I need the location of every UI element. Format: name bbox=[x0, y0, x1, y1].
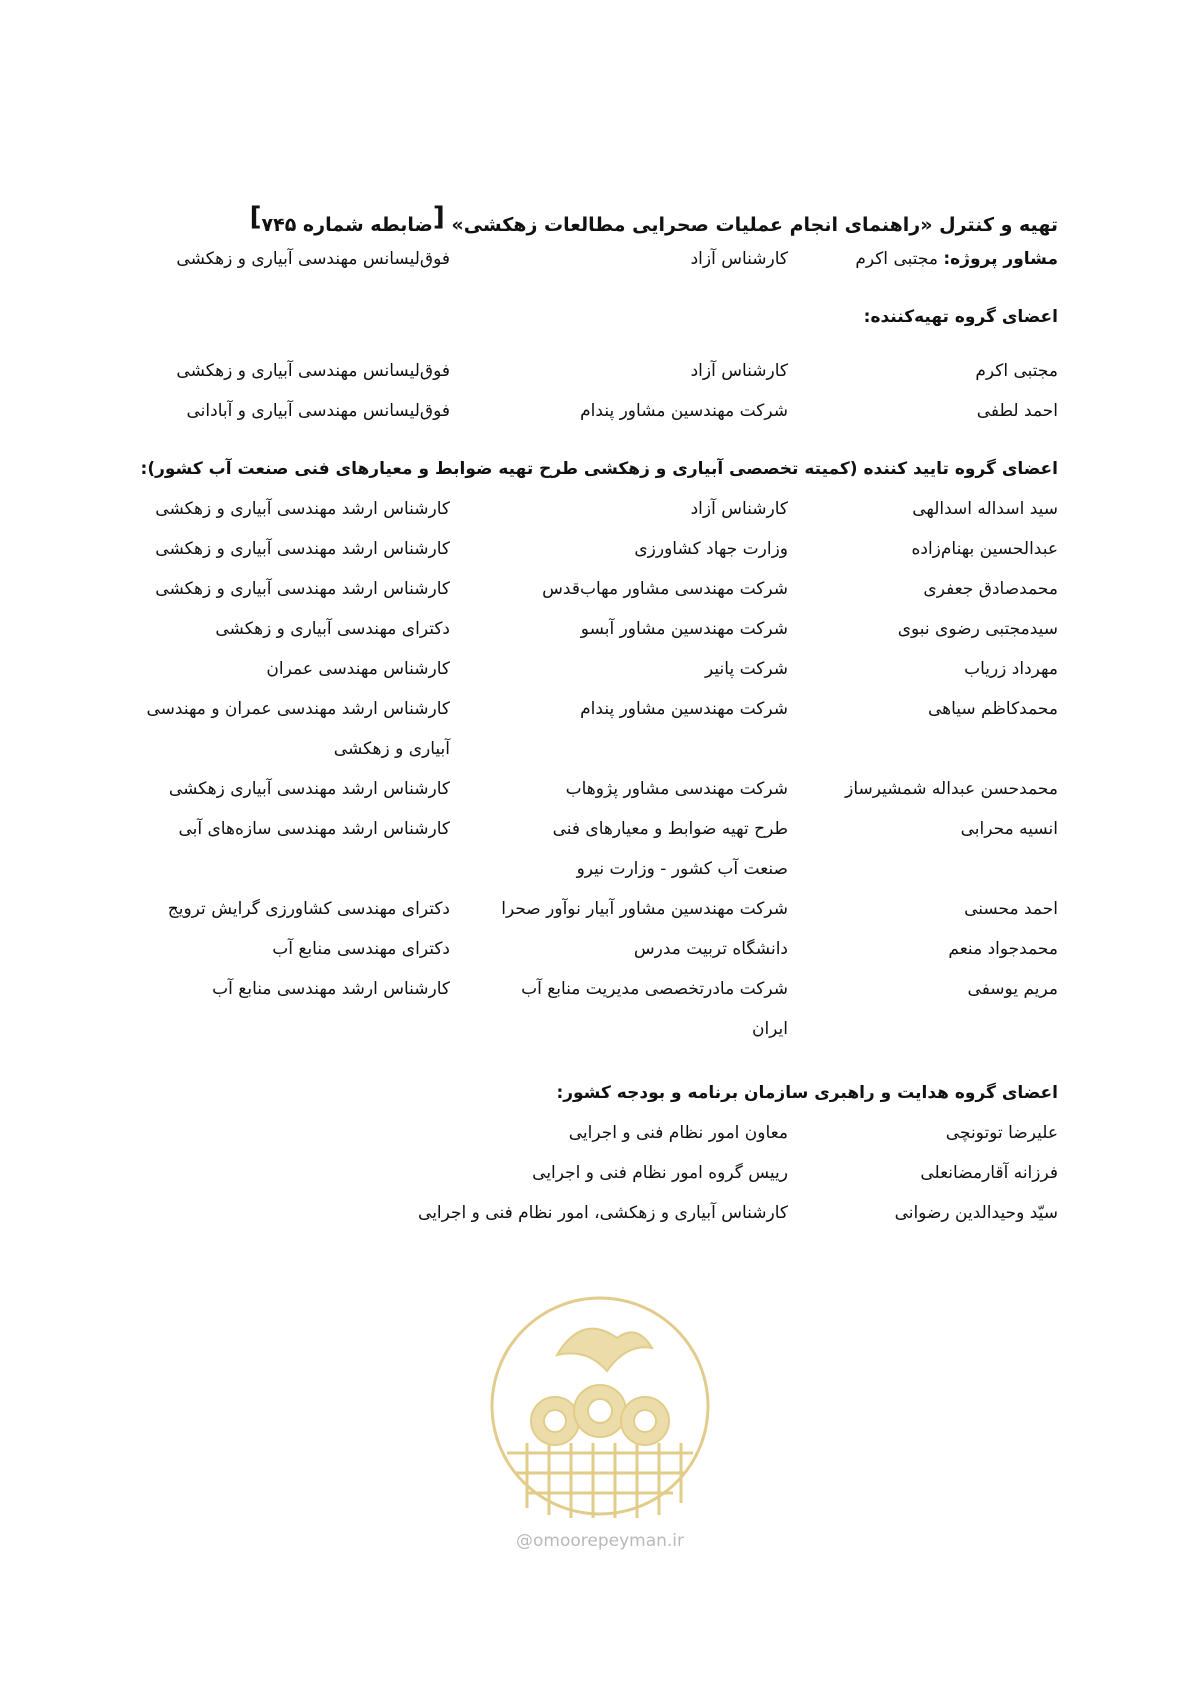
member-degree: کارشناس ارشد مهندسی آبیاری و زهکشی bbox=[155, 499, 450, 519]
approval-member-row bbox=[110, 529, 1058, 569]
member-name: مهرداد زریاب bbox=[964, 659, 1058, 679]
member-name: علیرضا توتونچی bbox=[945, 1123, 1058, 1143]
member-org: شرکت مهندسی مشاور مهاب‌قدس bbox=[542, 579, 788, 599]
member-degree: کارشناس ارشد مهندسی آبیاری و زهکشی bbox=[155, 579, 450, 599]
member-org-cell bbox=[450, 969, 788, 1049]
advisor-org: کارشناس آزاد bbox=[690, 249, 788, 269]
member-org: شرکت مهندسین مشاور آبیار نوآور صحرا bbox=[501, 899, 788, 919]
member-degree: کارشناس ارشد مهندسی آبیاری و زهکشی bbox=[155, 539, 450, 559]
page-title bbox=[110, 195, 1058, 239]
approval-member-row bbox=[110, 969, 1058, 1049]
member-org-continued: صنعت آب کشور - وزارت نیرو bbox=[576, 859, 788, 879]
member-degree: دکترای مهندسی آبیاری و زهکشی bbox=[215, 619, 450, 639]
approval-member-row bbox=[110, 889, 1058, 929]
approval-member-row bbox=[110, 769, 1058, 809]
member-org: کارشناس آزاد bbox=[690, 499, 788, 519]
member-degree: کارشناس ارشد مهندسی سازه‌های آبی bbox=[178, 819, 450, 839]
member-name: سید اسداله اسدالهی bbox=[912, 499, 1058, 519]
member-role: رییس گروه امور نظام فنی و اجرایی bbox=[532, 1163, 788, 1183]
member-name: محمدجواد منعم bbox=[948, 939, 1058, 959]
approval-member-row bbox=[110, 689, 1058, 769]
guidance-group-heading: اعضای گروه هدایت و راهبری سازمان برنامه و بودجه کشور: bbox=[556, 1083, 1058, 1103]
approval-member-row bbox=[110, 609, 1058, 649]
member-name: احمد محسنی bbox=[964, 899, 1058, 919]
member-name: سیّد وحیدالدین رضوانی bbox=[894, 1203, 1058, 1223]
member-role: کارشناس آبیاری و زهکشی، امور نظام فنی و اجرایی bbox=[418, 1203, 788, 1223]
advisor-label: مشاور پروژه: bbox=[943, 249, 1058, 269]
title-text: تهیه و کنترل «راهنمای انجام عملیات صحرایی مطالعات زهکشی» bbox=[451, 214, 1058, 236]
member-name: محمدکاظم سیاهی bbox=[927, 699, 1058, 719]
member-name: احمد لطفی bbox=[976, 401, 1058, 421]
member-org-continued: ایران bbox=[751, 1019, 788, 1039]
member-name: فرزانه آقارمضانعلی bbox=[920, 1163, 1058, 1183]
member-degree: فوق‌لیسانس مهندسی آبیاری و آبادانی bbox=[186, 401, 450, 421]
member-org: شرکت پانیر bbox=[705, 659, 788, 679]
watermark-seal-icon bbox=[487, 1293, 713, 1519]
advisor-name: مجتبی اکرم bbox=[855, 249, 938, 269]
member-degree: کارشناس ارشد مهندسی آبیاری زهکشی bbox=[168, 779, 450, 799]
prep-group-heading: اعضای گروه تهیه‌کننده: bbox=[863, 307, 1058, 327]
approval-group-heading: اعضای گروه تایید کننده (کمیته تخصصی آبیاری و زهکشی طرح تهیه ضوابط و معیارهای فنی صنعت آب کشور): bbox=[140, 459, 1058, 479]
member-degree: فوق‌لیسانس مهندسی آبیاری و زهکشی bbox=[176, 361, 450, 381]
member-role: معاون امور نظام فنی و اجرایی bbox=[568, 1123, 788, 1143]
member-org: کارشناس آزاد bbox=[690, 361, 788, 381]
guidance-member-row bbox=[110, 1153, 1058, 1193]
member-name: محمدحسن عبداله شمشیرساز bbox=[845, 779, 1058, 799]
member-org-cell bbox=[450, 809, 788, 889]
member-degree: کارشناس مهندسی عمران bbox=[266, 659, 450, 679]
member-degree: کارشناس ارشد مهندسی منابع آب bbox=[212, 979, 450, 999]
member-name: سیدمجتبی رضوی نبوی bbox=[897, 619, 1058, 639]
member-org: شرکت مهندسین مشاور پندام bbox=[580, 401, 788, 421]
document-page bbox=[110, 195, 1058, 1233]
approval-member-row bbox=[110, 809, 1058, 889]
member-name: مجتبی اکرم bbox=[975, 361, 1058, 381]
advisor-degree: فوق‌لیسانس مهندسی آبیاری و زهکشی bbox=[176, 249, 450, 269]
prep-member-row bbox=[110, 391, 1058, 431]
prep-member-row bbox=[110, 351, 1058, 391]
title-code: ضابطه شماره ۷۴۵ bbox=[261, 214, 433, 236]
member-degree: دکترای مهندسی کشاورزی گرایش ترویج bbox=[167, 899, 450, 919]
advisor-row bbox=[110, 239, 1058, 279]
approval-member-row bbox=[110, 489, 1058, 529]
member-org: طرح تهیه ضوابط و معیارهای فنی bbox=[552, 819, 788, 839]
approval-member-row bbox=[110, 649, 1058, 689]
guidance-member-row bbox=[110, 1113, 1058, 1153]
member-degree: دکترای مهندسی منابع آب bbox=[272, 939, 450, 959]
guidance-member-row bbox=[110, 1193, 1058, 1233]
member-org: شرکت مهندسین مشاور آبسو bbox=[580, 619, 788, 639]
title-bracket-close: ] bbox=[249, 202, 262, 232]
member-name: انسیه محرابی bbox=[960, 819, 1058, 839]
member-name: محمدصادق جعفری bbox=[923, 579, 1058, 599]
member-org: دانشگاه تربیت مدرس bbox=[633, 939, 788, 959]
title-bracket-open: [ bbox=[432, 202, 445, 232]
member-degree-cell bbox=[110, 689, 450, 769]
member-degree: کارشناس ارشد مهندسی عمران و مهندسی bbox=[146, 699, 450, 719]
approval-member-row bbox=[110, 569, 1058, 609]
watermark-site: @omoorepeyman.ir bbox=[515, 1531, 685, 1551]
member-org: شرکت مهندسی مشاور پژوهاب bbox=[565, 779, 788, 799]
approval-member-row bbox=[110, 929, 1058, 969]
member-name: مریم یوسفی bbox=[967, 979, 1058, 999]
member-org: وزارت جهاد کشاورزی bbox=[634, 539, 788, 559]
member-degree-continued: آبیاری و زهکشی bbox=[333, 739, 450, 759]
member-org: شرکت مادرتخصصی مدیریت منابع آب bbox=[521, 979, 788, 999]
member-name: عبدالحسین بهنام‌زاده bbox=[911, 539, 1058, 559]
member-org: شرکت مهندسین مشاور پندام bbox=[580, 699, 788, 719]
advisor-name-cell bbox=[788, 239, 1058, 279]
